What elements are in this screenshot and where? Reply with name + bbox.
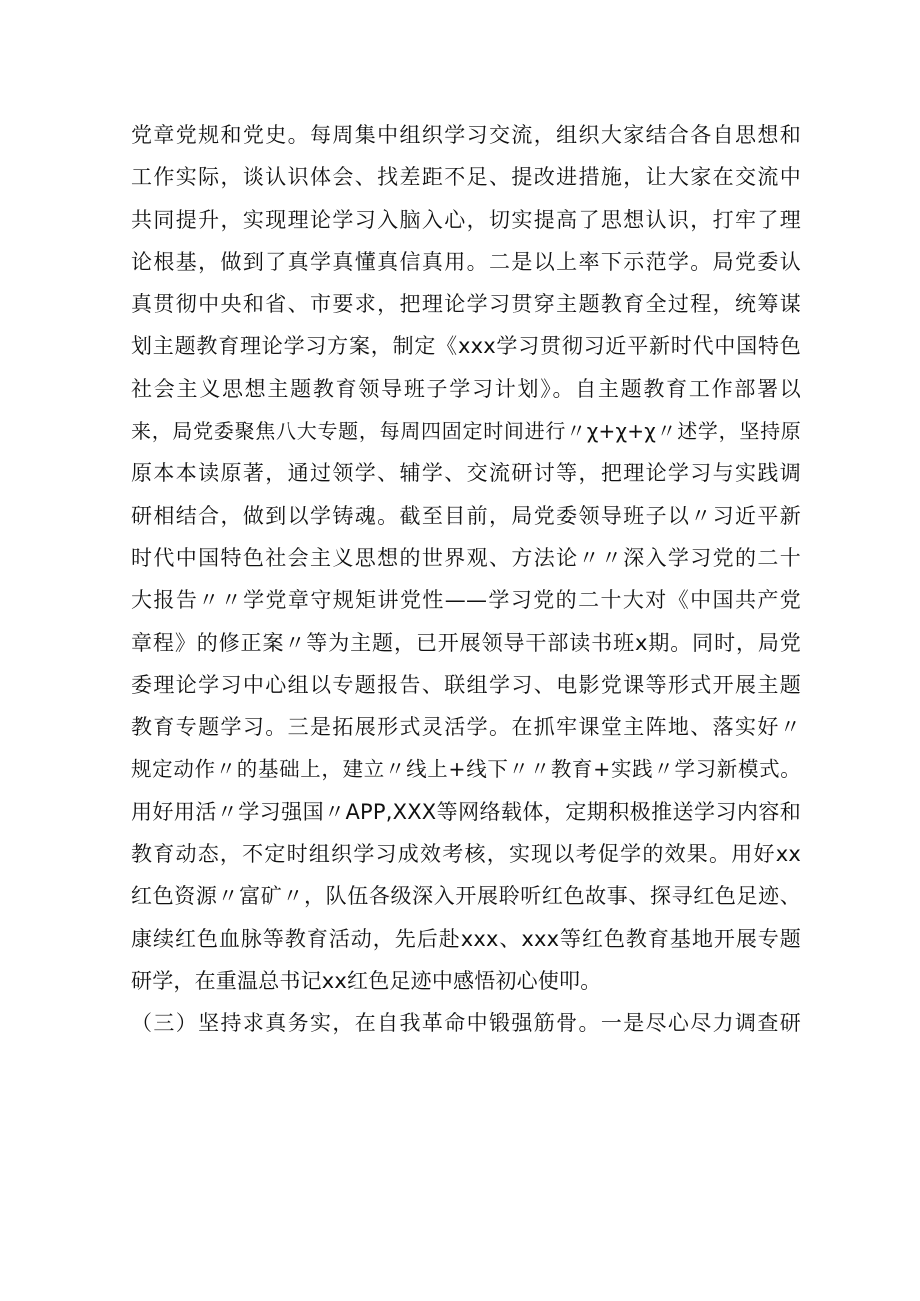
text-line: 用好用活〃学习强国〃APP,XXX等网络载体，定期积极推送学习内容和: [131, 799, 801, 824]
text-line: 来，局党委聚焦八大专题，每周四固定时间进行〃χ+χ+χ〃述学，坚持原: [131, 419, 801, 444]
text-line: 章程》的修正案〃等为主题，已开展领导干部读书班x期。同时，局党: [131, 630, 801, 655]
text-line: 工作实际，谈认识体会、找差距不足、提改进措施，让大家在交流中: [131, 165, 801, 190]
text-line: 康续红色血脉等教育活动，先后赴xxx、xxx等红色教育基地开展专题: [131, 926, 801, 951]
text-line: 规定动作〃的基础上，建立〃线上+线下〃〃教育+实践〃学习新模式。: [131, 757, 801, 782]
text-line: 研学，在重温总书记xx红色足迹中感悟初心使叩。: [131, 968, 602, 993]
text-line: 论根基，做到了真学真懂真信真用。二是以上率下示范学。局党委认: [131, 249, 801, 274]
text-line: 共同提升，实现理论学习入脑入心，切实提高了思想认识，打牢了理: [131, 207, 801, 232]
body-text: [131, 114, 801, 1045]
text-line: 时代中国特色社会主义思想的世界观、方法论〃〃深入学习党的二十: [131, 545, 801, 570]
text-line: 大报告〃〃学党章守规矩讲党性——学习党的二十大对《中国共产党: [131, 588, 801, 613]
text-line: 划主题教育理论学习方案，制定《xxx学习贯彻习近平新时代中国特色: [131, 334, 801, 359]
text-line: 教育专题学习。三是拓展形式灵活学。在抓牢课堂主阵地、落实好〃: [131, 715, 801, 740]
text-line: 原本本读原著，通过领学、辅学、交流研讨等，把理论学习与实践调: [131, 461, 801, 486]
text-line: 红色资源〃富矿〃，队伍各级深入开展聆听红色故事、探寻红色足迹、: [131, 884, 801, 909]
text-line: 研相结合，做到以学铸魂。截至目前，局党委领导班子以〃习近平新: [131, 503, 801, 528]
text-line: 真贯彻中央和省、市要求，把理论学习贯穿主题教育全过程，统筹谋: [131, 292, 801, 317]
text-line: 教育动态，不定时组织学习成效考核，实现以考促学的效果。用好xx: [131, 842, 801, 867]
text-line: 党章党规和党史。每周集中组织学习交流，组织大家结合各自思想和: [131, 123, 801, 147]
section-heading-line: （三）坚持求真务实，在自我革命中锻强筋骨。一是尽心尽力调查研: [131, 1011, 801, 1036]
text-line: 社会主义思想主题教育领导班子学习计划》。自主题教育工作部署以: [131, 376, 801, 401]
text-line: 委理论学习中心组以专题报告、联组学习、电影党课等形式开展主题: [131, 672, 801, 697]
